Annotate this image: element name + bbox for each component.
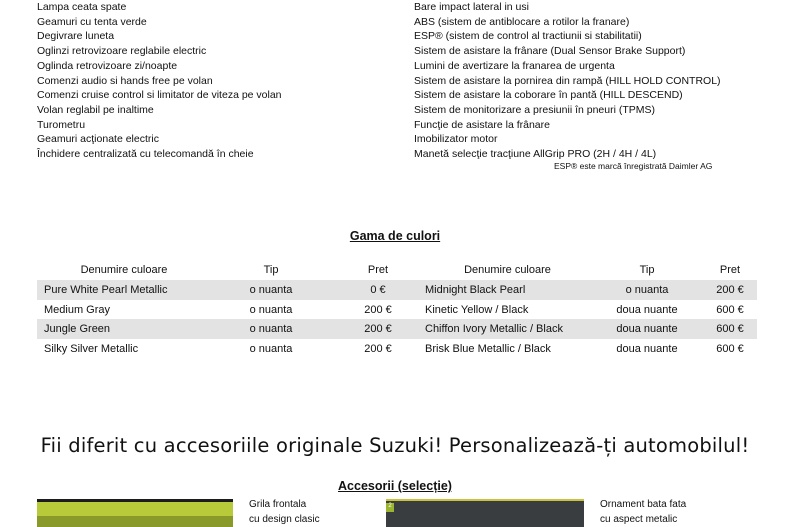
feature-item: Lumini de avertizare la franarea de urgenta <box>414 59 615 72</box>
front-grille-accessory-image <box>37 499 233 527</box>
table-cell: o nuanta <box>205 280 337 300</box>
table-cell: 0 € <box>337 280 419 300</box>
feature-item: Degivrare luneta <box>37 30 115 43</box>
feature-item: ESP® (sistem de control al tractiunii si stabilitatii) <box>414 30 642 43</box>
feature-item: Turometru <box>37 118 86 131</box>
front-bar-ornament-accessory-image <box>386 499 584 527</box>
feature-item: Sistem de asistare la pornirea din rampă (HILL HOLD CONTROL) <box>414 74 721 87</box>
table-cell: o nuanta <box>205 319 337 339</box>
colors-table <box>37 260 757 359</box>
table-cell: 600 € <box>703 319 757 339</box>
table-cell: Medium Gray <box>44 303 111 316</box>
table-cell: 600 € <box>716 342 744 355</box>
table-cell: doua nuante <box>591 319 703 339</box>
feature-item: Oglinda retrovizoare zi/noapte <box>37 59 178 72</box>
colors-section-title: Gama de culori <box>349 229 441 243</box>
table-row <box>37 280 757 300</box>
column-header: Tip <box>639 264 655 276</box>
feature-item: Comenzi audio si hands free pe volan <box>37 74 213 87</box>
column-header: Pret <box>367 264 389 276</box>
accessory-caption-line: Ornament bata fata <box>600 499 687 510</box>
accessory-caption <box>249 497 320 527</box>
feature-item: Bare impact lateral in usi <box>414 1 529 13</box>
feature-item: Comenzi cruise control si limitator de viteza pe volan <box>37 89 282 102</box>
table-cell: Chiffon Ivory Metallic / Black <box>419 319 591 339</box>
accessories-slogan: Fii diferit cu accesoriile originale Suzuki! Personalizează-ți automobilul! <box>40 434 750 457</box>
esp-trademark-note: ESP® este marcă înregistrată Daimler AG <box>554 161 713 171</box>
table-cell: o nuanta <box>249 303 293 316</box>
table-row <box>37 339 757 359</box>
feature-item: ABS (sistem de antiblocare a rotilor la franare) <box>414 15 630 28</box>
table-cell: 200 € <box>337 319 419 339</box>
table-cell: Kinetic Yellow / Black <box>425 303 529 316</box>
table-cell: o nuanta <box>249 342 293 355</box>
image-number-badge <box>386 503 394 512</box>
column-header: Pret <box>719 264 741 276</box>
standard-features-list-left <box>37 0 282 162</box>
feature-item: Funcţie de asistare la frânare <box>414 118 550 131</box>
feature-item: Sistem de asistare la coborare în pantă (HILL DESCEND) <box>414 89 683 102</box>
feature-item: Sistem de asistare la frânare (Dual Sensor Brake Support) <box>414 45 686 58</box>
table-row <box>37 300 757 320</box>
table-cell: o nuanta <box>591 280 703 300</box>
table-header-row <box>37 260 757 280</box>
table-cell: doua nuante <box>616 342 678 355</box>
table-cell: 200 € <box>364 303 392 316</box>
table-cell: Pure White Pearl Metallic <box>37 280 205 300</box>
table-cell: Jungle Green <box>37 319 205 339</box>
column-header: Denumire culoare <box>464 264 551 276</box>
feature-item: Lampa ceata spate <box>37 1 127 13</box>
accessory-caption-line: cu design clasic <box>249 514 320 525</box>
column-header: Tip <box>263 264 279 276</box>
accessories-section-title: Accesorii (selecție) <box>338 479 452 493</box>
accessory-caption <box>600 497 686 527</box>
table-cell: Midnight Black Pearl <box>419 280 591 300</box>
accessory-caption-line: cu aspect metalic <box>600 514 678 525</box>
feature-item: Oglinzi retrovizoare reglabile electric <box>37 45 207 58</box>
accessory-caption-line: Grila frontala <box>249 499 307 510</box>
table-cell: doua nuante <box>616 303 678 316</box>
feature-item: Geamuri cu tenta verde <box>37 15 147 28</box>
feature-item: Închidere centralizată cu telecomandă în cheie <box>37 148 254 161</box>
feature-item: Manetă selecţie tracţiune AllGrip PRO (2H / 4H / 4L) <box>414 148 657 161</box>
table-cell: Brisk Blue Metallic / Black <box>425 342 551 355</box>
table-cell: 600 € <box>716 303 744 316</box>
table-cell: 200 € <box>364 342 392 355</box>
feature-item: Volan reglabil pe inaltime <box>37 103 154 116</box>
feature-item: Geamuri acţionate electric <box>37 133 159 146</box>
safety-features-list-right <box>414 0 721 162</box>
table-row <box>37 319 757 339</box>
badge-number: 2 <box>388 503 392 509</box>
feature-item: Sistem de monitorizare a presiunii în pneuri (TPMS) <box>414 103 656 116</box>
table-cell: Silky Silver Metallic <box>44 342 139 355</box>
feature-item: Imobilizator motor <box>414 133 498 146</box>
table-cell: 200 € <box>703 280 757 300</box>
column-header: Denumire culoare <box>80 264 168 276</box>
